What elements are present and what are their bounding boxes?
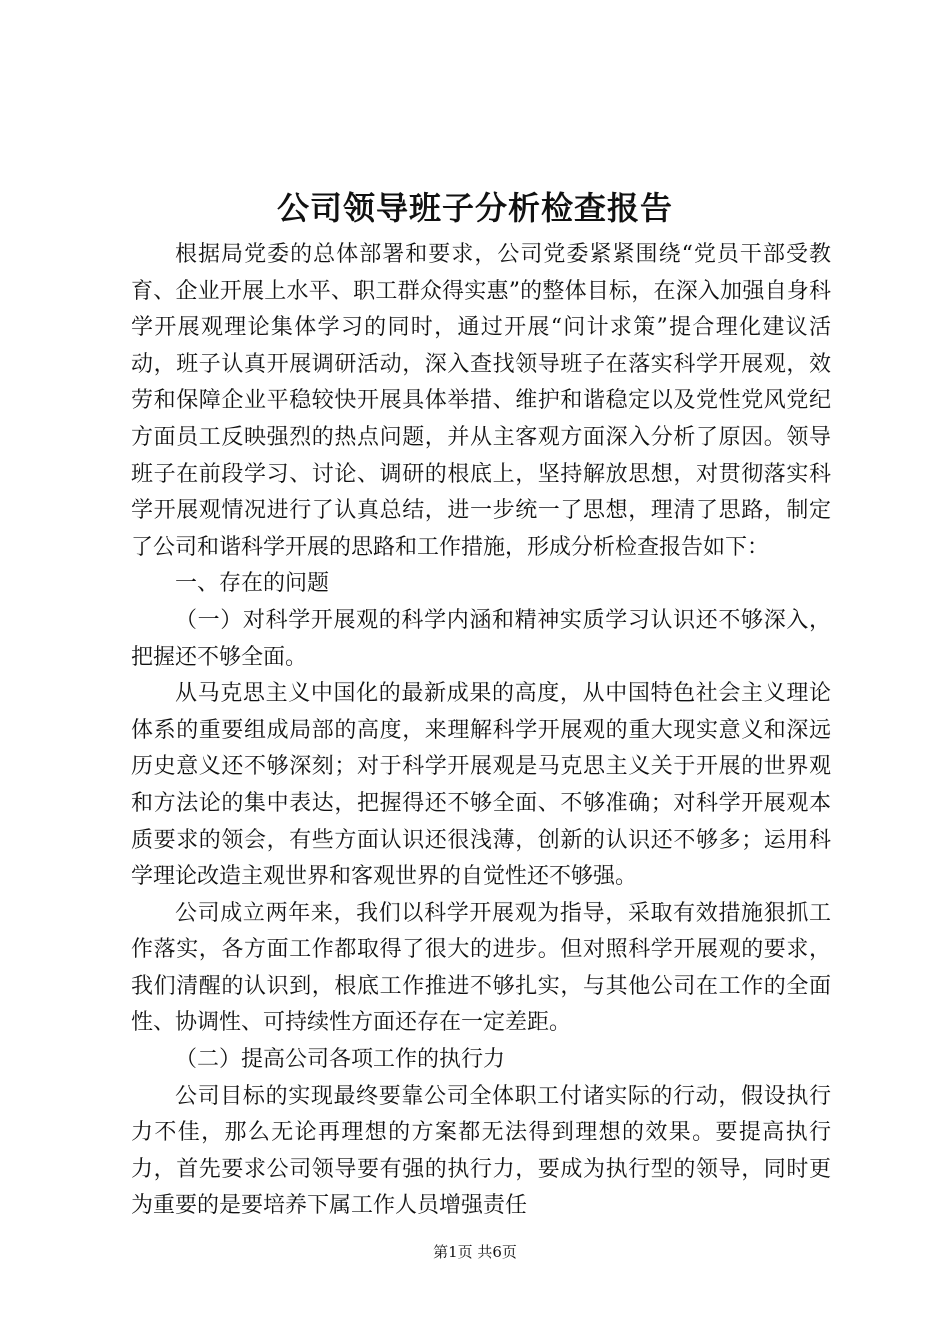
subsection-heading-1: （一）对科学开展观的科学内涵和精神实质学习认识还不够深入，把握还不够全面。	[131, 607, 831, 670]
document-title: 公司领导班子分析检查报告	[276, 189, 673, 227]
paragraph-progress: 公司成立两年来，我们以科学开展观为指导，采取有效措施狠抓工作落实，各方面工作都取得了很大的进步。但对照科学开展观的要求，我们清醒的认识到，根底工作推进不够扎实，与其他公司在工作的全面性、协调性、可持续性方面还存在一定差距。	[131, 900, 831, 1036]
paragraph-execution: 公司目标的实现最终要靠公司全体职工付诸实际的行动，假设执行力不佳，那么无论再理想的方案都无法得到理想的效果。要提高执行力，首先要求公司领导要有强的执行力，要成为执行型的领导，同时更为重要的是要培养下属工作人员增强责任	[131, 1083, 831, 1219]
paragraph-intro: 根据局党委的总体部署和要求，公司党委紧紧围绕“党员干部受教育、企业开展上水平、职工群众得实惠”的整体目标，在深入加强自身科学开展观理论集体学习的同时，通过开展“问计求策”提合理化建议活动，班子认真开展调研活动，深入查找领导班子在落实科学开展观，效劳和保障企业平稳较快开展具体举措、维护和谐稳定以及党性党风党纪方面员工反映强烈的热点问题，并从主客观方面深入分析了原因。领导班子在前段学习、讨论、调研的根底上，坚持解放思想，对贯彻落实科学开展观情况进行了认真总结，进一步统一了思想，理清了思路，制定了公司和谐科学开展的思路和工作措施，形成分析检查报告如下：	[131, 242, 831, 560]
paragraph-theory: 从马克思主义中国化的最新成果的高度，从中国特色社会主义理论体系的重要组成局部的高度，来理解科学开展观的重大现实意义和深远历史意义还不够深刻；对于科学开展观是马克思主义关于开展的世界观和方法论的集中表达，把握得还不够全面、不够准确；对科学开展观本质要求的领会，有些方面认识还很浅薄，创新的认识还不够多；运用科学理论改造主观世界和客观世界的自觉性还不够强。	[131, 681, 831, 890]
document-body	[131, 237, 831, 1225]
page-number-footer: 第1页 共6页	[433, 1243, 517, 1261]
subsection-heading-2: （二）提高公司各项工作的执行力	[175, 1047, 506, 1073]
section-heading-problems: 一、存在的问题	[175, 571, 330, 597]
